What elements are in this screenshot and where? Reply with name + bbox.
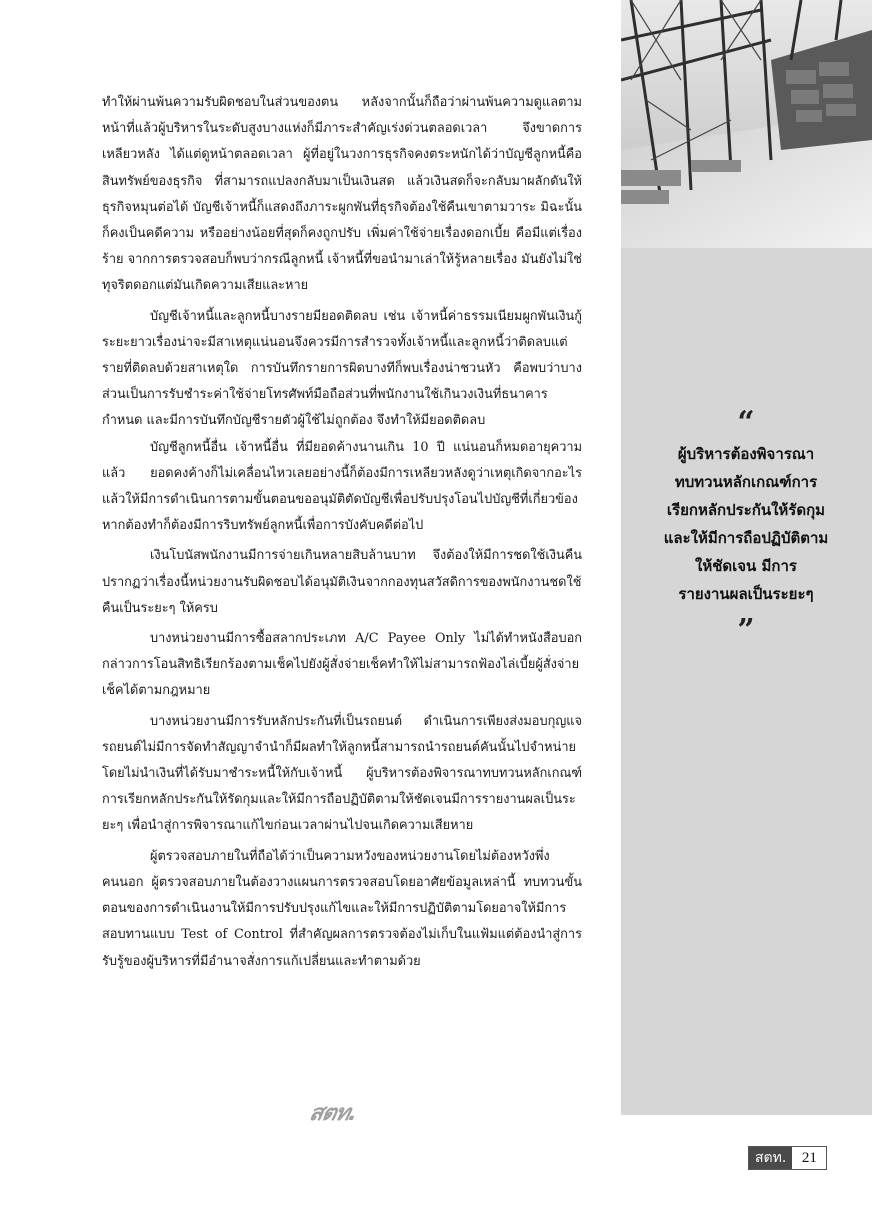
paragraph: เงินโบนัสพนักงานมีการจ่ายเกินหลายสิบล้านบาท จึงต้องให้มีการชดใช้เงินคืน ปรากฏว่าเรื่องนี้หน่วยงานรับผิดชอบได้อนุมัติเงินจากกองทุนสวัสดิการของพนักงานชดใช้คืนเป็นระยะๆ ให้ครบ [102, 548, 582, 616]
paragraph: บางหน่วยงานมีการซื้อสลากประเภท A/C Payee Only ไม่ได้ทำหนังสือบอกกล่าวการโอนสิทธิเรียกร้องตามเช็คไปยังผู้สั่งจ่ายเช็คทำให้ไม่สามารถฟ้องไล่เบี้ยผู้สั่งจ่ายเช็คได้ตามกฎหมาย [102, 631, 582, 699]
paragraph: บัญชีลูกหนี้อื่น เจ้าหนี้อื่น ที่มียอดค้างนานเกิน 10 ปี แน่นอนก็หมดอายุความแล้ว ยอดคงค้างก็ไม่เคลื่อนไหวเลยอย่างนี้ก็ต้องมีการเหลียวหลังดูว่าเหตุเกิดจากอะไร แล้วให้มีการดำเนินการตามขั้นตอนขออนุมัติตัดบัญชีเพื่อปรับปรุงโอนไปบัญชีที่เกี่ยวข้อง หากต้องทำก็ต้องมีการริบทรัพย์ลูกหนี้เพื่อการบังคับคดีต่อไป [102, 439, 582, 534]
pull-quote-line: ให้ชัดเจน มีการ [695, 557, 797, 575]
close-quote-icon: ” [737, 613, 755, 648]
paragraph: บัญชีเจ้าหนี้และลูกหนี้บางรายมียอดติดลบ เช่น เจ้าหนี้ค่าธรรมเนียมผูกพันเงินกู้ระยะยาวเรื่องน่าจะมีสาเหตุแน่นอนจึงควรมีการสำรวจทั้งเจ้าหนี้และลูกหนี้ว่าติดลบแต่รายที่ติดลบด้วยสาเหตุใด การบันทึกรายการผิดบางทีก็พบเรื่องน่าชวนหัว คือพบว่าบางส่วนเป็นการรับชำระค่าใช้จ่ายโทรศัพท์มือถือส่วนที่พนักงานใช้เกินวงเงินที่ธนาคารกำหนด และมีการบันทึกบัญชีรายตัวผู้ใช้ไม่ถูกต้อง จึงทำให้มียอดติดลบ [102, 308, 582, 429]
port-cranes-photo [621, 0, 872, 248]
footer-brand: สตท. [749, 1147, 792, 1169]
article-body [102, 90, 582, 975]
pull-quote-line: รายงานผลเป็นระยะๆ [678, 585, 814, 603]
pull-quote-line: ทบทวนหลักเกณฑ์การ [674, 473, 818, 491]
pull-quote-line: ผู้บริหารต้องพิจารณา [677, 445, 815, 463]
signature-logo: สตท. [307, 1101, 360, 1126]
paragraph: บางหน่วยงานมีการรับหลักประกันที่เป็นรถยนต์ ดำเนินการเพียงส่งมอบกุญแจรถยนต์ไม่มีการจัดทำสัญญาจำนำก็มีผลทำให้ลูกหนี้สามารถนำรถยนต์คันนั้นไปจำหน่าย โดยไม่นำเงินที่ได้รับมาชำระหนี้ให้กับเจ้าหนี้ ผู้บริหารต้องพิจารณาทบทวนหลักเกณฑ์การเรียกหลักประกันให้รัดกุมและให้มีการถือปฏิบัติตามให้ชัดเจนมีการรายงานผลเป็นระยะๆ เพื่อนำสู่การพิจารณาแก้ไขก่อนเวลาผ่านไปจนเกิดความเสียหาย [102, 713, 582, 834]
page-number: 21 [792, 1147, 826, 1169]
pull-quote [636, 405, 856, 648]
pull-quote-text [636, 440, 856, 608]
page-footer [748, 1146, 827, 1170]
pull-quote-line: เรียกหลักประกันให้รัดกุม [666, 501, 826, 519]
paragraph: ผู้ตรวจสอบภายในที่ถือได้ว่าเป็นความหวังของหน่วยงานโดยไม่ต้องหวังพึ่งคนนอก ผู้ตรวจสอบภายในต้องวางแผนการตรวจสอบโดยอาศัยข้อมูลเหล่านี้ ทบทวนขั้นตอนของการดำเนินงานให้มีการปรับปรุงแก้ไขและให้มีการปฏิบัติตามโดยอาจให้มีการสอบทานแบบ Test of Control ที่สำคัญผลการตรวจต้องไม่เก็บในแฟ้มแต่ต้องนำสู่การรับรู้ของผู้บริหารที่มีอำนาจสั่งการแก้เปลี่ยนและทำตามด้วย [102, 848, 582, 969]
open-quote-icon: “ [737, 405, 755, 440]
paragraph: ทำให้ผ่านพ้นความรับผิดชอบในส่วนของตน หลังจากนั้นก็ถือว่าผ่านพ้นความดูแลตามหน้าที่แล้วผู้บริหารในระดับสูงบางแห่งก็มีภาระสำคัญเร่งด่วนตลอดเวลา จึงขาดการเหลียวหลัง ได้แต่ดูหน้าตลอดเวลา ผู้ที่อยู่ในวงการธุรกิจคงตระหนักได้ว่าบัญชีลูกหนี้คือสินทรัพย์ของธุรกิจ ที่สามารถแปลงกลับมาเป็นเงินสด แล้วเงินสดก็จะกลับมาผลักดันให้ธุรกิจหมุนต่อได้ บัญชีเจ้าหนี้ก็แสดงถึงภาระผูกพันที่ธุรกิจต้องใช้คืนเขาตามวาระ มิฉะนั้นก็คงเป็นคดีความ หรืออย่างน้อยที่สุดก็คงถูกปรับ เพิ่มค่าใช้จ่ายเรื่องดอกเบี้ย คือมีแต่เรื่องร้าย จากการตรวจสอบก็พบว่ากรณีลูกหนี้ เจ้าหนี้ที่ขอนำมาเล่าให้รู้หลายเรื่อง มันยังไม่ใช่ทุจริตดอกแต่มันเกิดความเสียและหาย [102, 95, 582, 294]
pull-quote-line: และให้มีการถือปฏิบัติตาม [663, 529, 829, 547]
